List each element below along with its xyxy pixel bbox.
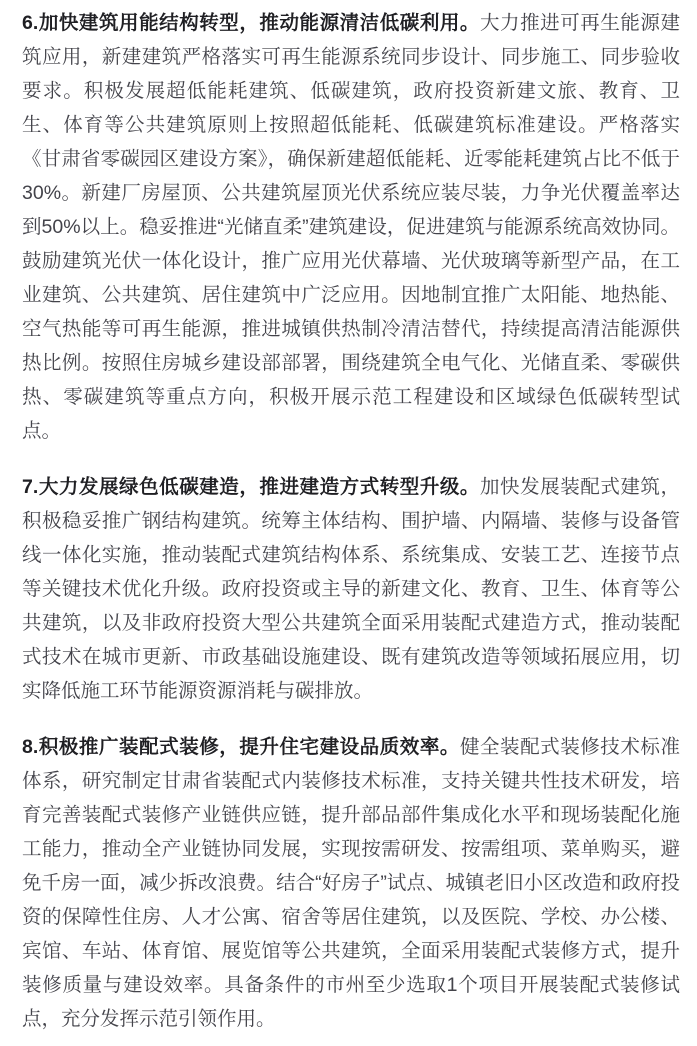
paragraph-8: [22, 730, 680, 1036]
paragraph-6-number: 6.: [22, 12, 39, 34]
paragraph-6-body: 大力推进可再生能源建筑应用，新建建筑严格落实可再生能源系统同步设计、同步施工、同步验收要求。积极发展超低能耗建筑、低碳建筑，政府投资新建文旅、教育、卫生、体育等公共建筑原则上按照超低能耗、低碳建筑标准建设。严格落实《甘肃省零碳园区建设方案》，确保新建超低能耗、近零能耗建筑占比不低于30%。新建厂房屋顶、公共建筑屋顶光伏系统应装尽装，力争光伏覆盖率达到50%以上。稳妥推进“光储直柔”建筑建设，促进建筑与能源系统高效协同。鼓励建筑光伏一体化设计，推广应用光伏幕墙、光伏玻璃等新型产品，在工业建筑、公共建筑、居住建筑中广泛应用。因地制宜推广太阳能、地热能、空气热能等可再生能源，推进城镇供热制冷清洁替代，持续提高清洁能源供热比例。按照住房城乡建设部部署，围绕建筑全电气化、光储直柔、零碳供热、零碳建筑等重点方向，积极开展示范工程建设和区域绿色低碳转型试点。: [22, 12, 680, 442]
paragraph-6-heading: 加快建筑用能结构转型，推动能源清洁低碳利用。: [38, 12, 480, 34]
paragraph-7-heading: 大力发展绿色低碳建造，推进建造方式转型升级。: [38, 476, 480, 498]
paragraph-8-number: 8.: [22, 736, 39, 758]
paragraph-7-body: 加快发展装配式建筑，积极稳妥推广钢结构建筑。统筹主体结构、围护墙、内隔墙、装修与设备管线一体化实施，推动装配式建筑结构体系、系统集成、安装工艺、连接节点等关键技术优化升级。政府投资或主导的新建文化、教育、卫生、体育等公共建筑，以及非政府投资大型公共建筑全面采用装配式建造方式，推动装配式技术在城市更新、市政基础设施建设、既有建筑改造等领域拓展应用，切实降低施工环节能源资源消耗与碳排放。: [22, 476, 680, 702]
paragraph-8-heading: 积极推广装配式装修，提升住宅建设品质效率。: [38, 736, 460, 758]
paragraph-7: [22, 470, 680, 708]
paragraph-8-body: 健全装配式装修技术标准体系，研究制定甘肃省装配式内装修技术标准，支持关键共性技术研发，培育完善装配式装修产业链供应链，提升部品部件集成化水平和现场装配化施工能力，推动全产业链协同发展，实现按需研发、按需组项、菜单购买，避免千房一面，减少拆改浪费。结合“好房子”试点、城镇老旧小区改造和政府投资的保障性住房、人才公寓、宿舍等居住建筑，以及医院、学校、办公楼、宾馆、车站、体育馆、展览馆等公共建筑，全面采用装配式装修方式，提升装修质量与建设效率。具备条件的市州至少选取1个项目开展装配式装修试点，充分发挥示范引领作用。: [22, 736, 680, 1030]
paragraph-7-number: 7.: [22, 476, 39, 498]
paragraph-6: [22, 6, 680, 448]
